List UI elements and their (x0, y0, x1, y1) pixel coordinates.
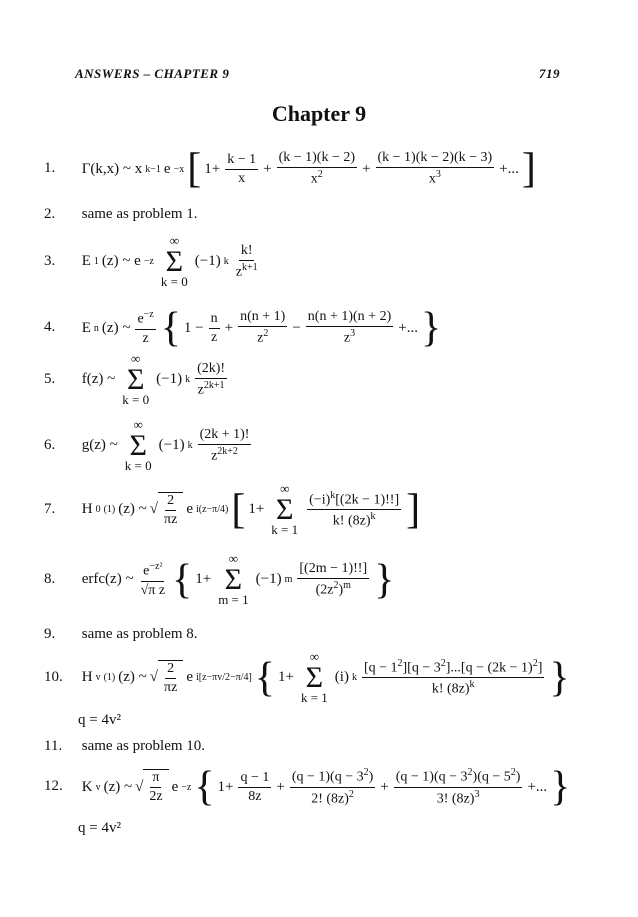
problem-number: 5. (44, 371, 56, 388)
problem-text: same as problem 8. (81, 626, 198, 642)
problem-number: 10. (44, 669, 63, 686)
problem-3 (44, 234, 262, 290)
problem-number: 3. (44, 253, 56, 270)
problem-number: 2. (44, 206, 56, 222)
problem-11 (44, 738, 205, 755)
equation: H 0 (1) (z) ~ √ $\frac{2}{\pi z}$ e i(z−π/4) [ 1+ ∞ Σ k = 1 $\frac{(-i)^k[(2k - 1)!!]}{k! (8z)^k}$ ] (81, 481, 421, 538)
chapter-title: Chapter 9 (271, 101, 367, 126)
problem-4 (44, 307, 441, 349)
equation: H v (1) (z) ~ √ $\frac{2}{\pi z}$ e i[z−πv/2−π/4] { 1+ ∞ Σ k = 1 (i) k $\frac{[q - 1^2][q - 3^2]...[q - (2k - 1)^2]}{k! (8z)^k}$ } (81, 649, 570, 706)
problem-number: 8. (44, 571, 56, 588)
problem-5 (44, 352, 229, 408)
note-q10: q = 4v² (78, 712, 121, 728)
equation: erfc(z) ~ $\frac{e^{-z^2}}{\text{√π z}}$ { 1+ ∞ Σ m = 1 (−1) m $\frac{[(2m - 1)!!]}{(2z^2)^m}$ } (81, 551, 395, 608)
equation: E n (z) ~ $\frac{e^{-z}}{z}$ { 1 − $\frac{n}{z}$ + $\frac{n(n + 1)}{z^2}$ − $\frac{n(n + 1)(n + 2)}{z^3}$ +... } (81, 305, 442, 351)
problem-number: 4. (44, 319, 56, 336)
problem-text: same as problem 10. (81, 738, 206, 754)
problem-number: 1. (44, 160, 56, 177)
problem-7 (44, 482, 420, 538)
problem-number: 7. (44, 501, 56, 518)
problem-number: 6. (44, 437, 56, 454)
problem-2 (44, 206, 198, 223)
problem-number: 11. (44, 738, 63, 754)
problem-number: 12. (44, 778, 63, 795)
note-q12: q = 4v² (78, 820, 121, 836)
problem-10 (44, 650, 570, 706)
problem-number: 9. (44, 626, 56, 642)
problem-6 (44, 418, 253, 474)
equation: g(z) ~ ∞ Σ k = 0 (−1) k $\frac{(2k + 1)!}{z^{2k+2}}$ (81, 417, 250, 474)
equation: Γ(k,x) ~ x k−1 e −x [ 1+ $\frac{k - 1}{x}$ + $\frac{(k - 1)(k - 2)}{x^2}$ + $\frac{(k - 1)(k - 2)(k - 3)}{x^3}$ +... ] (81, 146, 536, 192)
problem-8 (44, 552, 394, 608)
running-header: ANSWERS – CHAPTER 9 (75, 66, 230, 81)
equation: E 1 (z) ~ e −z ∞ Σ k = 0 (−1) k $\frac{k!}{z^{k+1}}$ (81, 233, 258, 290)
problem-12 (44, 766, 570, 808)
problem-1 (44, 148, 536, 190)
problem-9 (44, 626, 198, 643)
equation: f(z) ~ ∞ Σ k = 0 (−1) k $\frac{(2k)!}{z^{2k+1}}$ (81, 351, 226, 408)
problem-text: same as problem 1. (81, 206, 198, 222)
equation: K v (z) ~ √ $\frac{\pi}{2z}$ e −z { 1+ $\frac{q - 1}{8z}$ + $\frac{(q - 1)(q - 3^2)}{2! (8z)^2}$ + $\frac{(q - 1)(q - 3^2)(q - 5^2)}{3! (8z)^3}$ +... } (81, 764, 571, 810)
page-number: 719 (539, 66, 560, 81)
